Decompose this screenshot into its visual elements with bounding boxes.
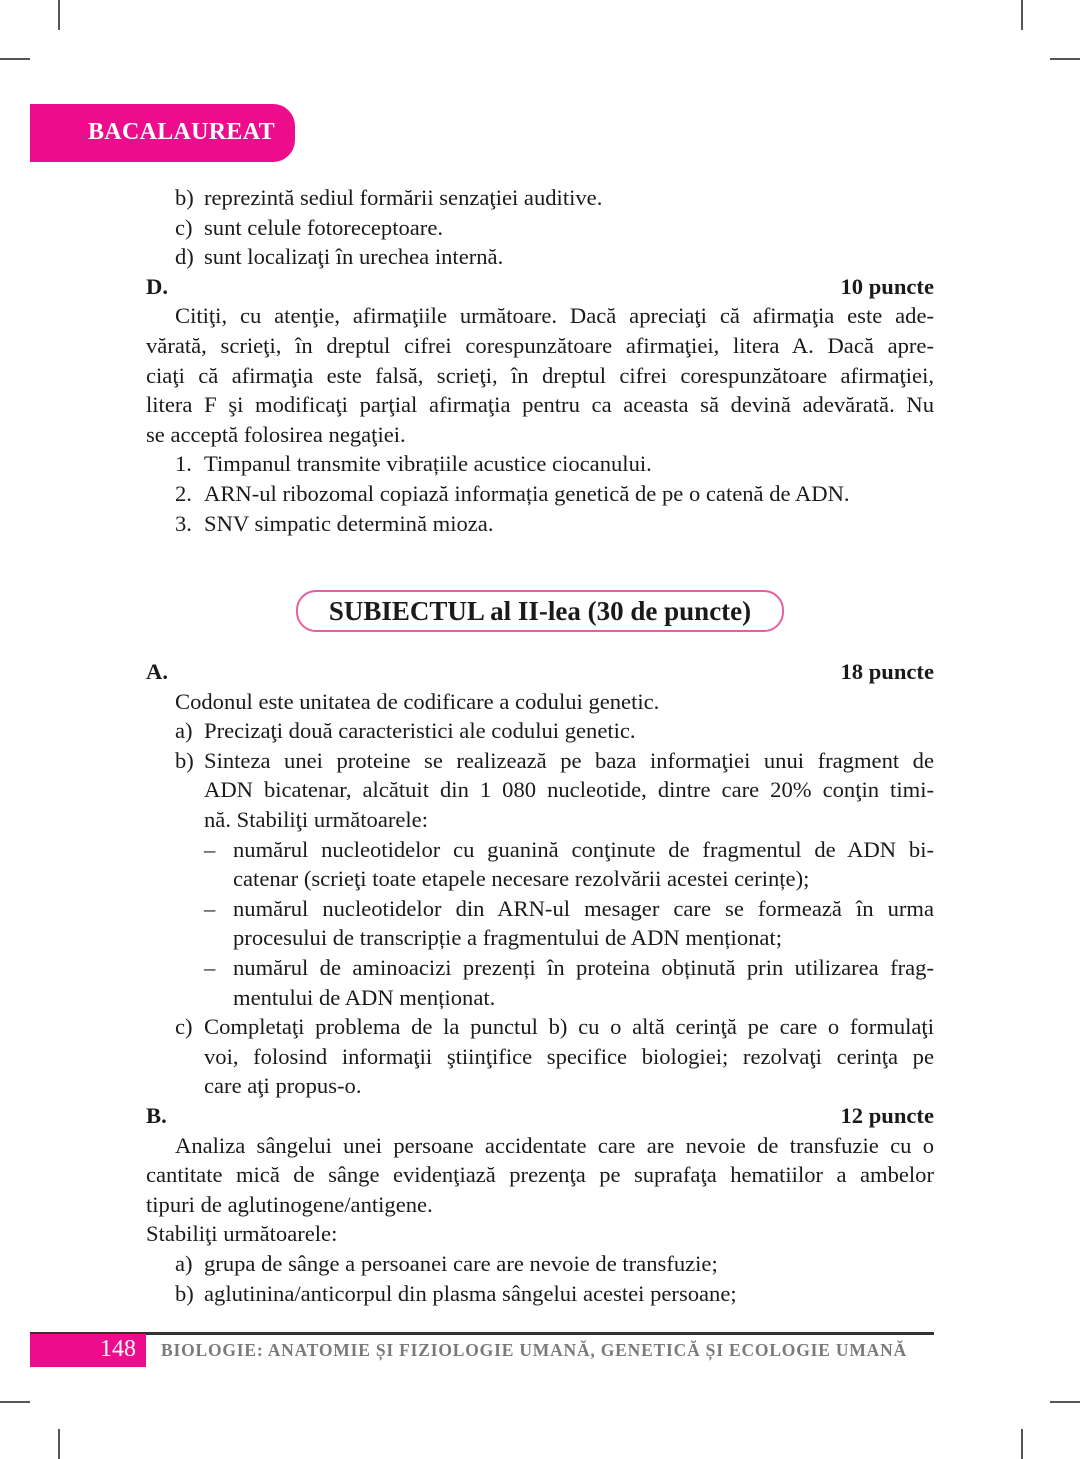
- item-text: aglutinina/anticorpul din plasma sângelui acestei persoane;: [204, 1280, 737, 1306]
- list-item: [146, 1249, 963, 1279]
- subitem: [204, 953, 934, 983]
- section-title-box: [296, 590, 784, 632]
- item-label: c): [175, 214, 193, 240]
- crop-mark: [0, 58, 30, 60]
- dash-bullet: –: [204, 955, 216, 980]
- part-points: 12 puncte: [840, 1103, 934, 1128]
- dash-bullet: –: [204, 895, 216, 921]
- statement-text: Timpanul transmite vibrațiile acustice ciocanului.: [204, 451, 652, 477]
- item-text: reprezintă sediul formării senzaţiei auditive.: [204, 185, 603, 210]
- list-item: [175, 746, 934, 776]
- subitem-text-line: catenar (scrieţi toate etapele necesare rezolvării acestei cerințe);: [233, 866, 810, 892]
- list-item: [146, 1279, 963, 1309]
- section-title: SUBIECTUL al II-lea (30 de puncte): [328, 596, 752, 626]
- list-item: [146, 213, 963, 243]
- part-d-heading: [146, 272, 934, 302]
- crop-mark: [1050, 58, 1080, 60]
- part-a-intro: Codonul este unitatea de codificare a codului genetic.: [175, 688, 660, 714]
- item-label: b): [175, 747, 194, 773]
- page-number: 148: [100, 1336, 136, 1362]
- statement-number: 1.: [175, 451, 192, 477]
- item-text-line: care aţi propus-o.: [204, 1073, 362, 1099]
- statement-number: 3.: [175, 510, 192, 536]
- crop-mark: [1021, 0, 1023, 30]
- item-label: b): [175, 1280, 194, 1306]
- subitem-text: numărul nucleotidelor din ARN-ul mesager care se formează în urma: [233, 895, 934, 921]
- paragraph-line: Analiza sângelui unei persoane accidentate care are nevoie de transfuzie cu o: [175, 1132, 934, 1158]
- item-label: c): [175, 1014, 193, 1040]
- item-text-line: nă. Stabiliţi următoarele:: [204, 807, 428, 832]
- dash-bullet: –: [204, 836, 216, 862]
- list-item: [175, 1012, 934, 1042]
- statement-number: 2.: [175, 481, 192, 506]
- subitem-text-line: procesului de transcripție a fragmentului de ADN menționat;: [233, 925, 782, 951]
- item-text: Sinteza unei proteine se realizează pe baza informaţiei unui fragment de: [204, 747, 934, 773]
- item-text-line: voi, folosind informaţii ştiinţifice specifice biologiei; rezolvaţi cerinţa pe: [204, 1043, 934, 1069]
- statement-text: SNV simpatic determină mioza.: [204, 510, 494, 536]
- subitem-text: numărul nucleotidelor cu guanină conţinute de fragmentul de ADN bi-: [233, 836, 934, 862]
- crop-mark: [1050, 1401, 1080, 1403]
- book-title: BIOLOGIE: ANATOMIE ȘI FIZIOLOGIE UMANĂ, GENETICĂ ȘI ECOLOGIE UMANĂ: [161, 1340, 907, 1360]
- item-text: Precizaţi două caracteristici ale codului genetic.: [204, 718, 636, 744]
- list-item: [146, 716, 963, 746]
- item-text: sunt celule fotoreceptoare.: [204, 214, 443, 240]
- item-label: d): [175, 244, 194, 270]
- list-item: [146, 183, 963, 213]
- item-text: Completaţi problema de la punctul b) cu o altă cerinţă pe care o formulaţi: [204, 1014, 934, 1040]
- subitem: [204, 835, 934, 865]
- statement-item: [146, 449, 963, 479]
- statement-item: [146, 509, 963, 539]
- crop-mark: [58, 0, 60, 30]
- statement-text: ARN-ul ribozomal copiază informația genetică de pe o catenă de ADN.: [204, 481, 850, 506]
- item-text-line: ADN bicatenar, alcătuit din 1 080 nucleotide, dintre care 20% conţin timi-: [204, 777, 934, 803]
- part-points: 10 puncte: [840, 273, 934, 299]
- part-b-heading: [146, 1101, 934, 1131]
- subitem-text-line: mentului de ADN menționat.: [233, 984, 496, 1010]
- subitem-text: numărul de aminoacizi prezenți în proteina obținută prin utilizarea frag-: [233, 955, 934, 980]
- part-letter: B.: [146, 1103, 167, 1128]
- item-label: a): [175, 1251, 193, 1276]
- item-label: a): [175, 718, 193, 744]
- lead-text: Stabiliţi următoarele:: [146, 1221, 338, 1247]
- instruction-line: vărată, scrieţi, în dreptul cifrei corespunzătoare afirmaţiei, litera A. Dacă apre-: [146, 333, 934, 358]
- part-a-heading: [146, 657, 934, 687]
- header-label: BACALAUREAT: [88, 119, 275, 145]
- instruction-line: se acceptă folosirea negaţiei.: [146, 421, 406, 447]
- crop-mark: [1021, 1429, 1023, 1459]
- part-letter: D.: [146, 273, 168, 299]
- part-letter: A.: [146, 659, 168, 684]
- instruction-line: Citiţi, cu atenţie, afirmaţiile următoare. Dacă apreciaţi că afirmaţia este ade-: [175, 303, 934, 329]
- page-number-box: [30, 1334, 146, 1367]
- item-label: b): [175, 185, 194, 210]
- paragraph-line: cantitate mică de sânge evidenţiază prezenţa pe suprafaţa hematiilor a ambelor: [146, 1162, 934, 1188]
- crop-mark: [58, 1429, 60, 1459]
- crop-mark: [0, 1401, 30, 1403]
- item-text: grupa de sânge a persoanei care are nevoie de transfuzie;: [204, 1251, 718, 1276]
- paragraph-line: tipuri de aglutinogene/antigene.: [146, 1191, 433, 1217]
- item-text: sunt localizaţi în urechea internă.: [204, 244, 504, 270]
- statement-item: [146, 479, 963, 509]
- instruction-line: litera F şi modificaţi parţial afirmaţia pentru ca aceasta să devină adevărată. Nu: [146, 392, 934, 418]
- subitem: [204, 894, 934, 924]
- instruction-line: ciaţi că afirmaţia este falsă, scrieţi, în dreptul cifrei corespunzătoare afirmaţiei,: [146, 362, 934, 388]
- part-points: 18 puncte: [840, 659, 934, 684]
- header-tab: [30, 104, 295, 162]
- footer-rule: [30, 1332, 934, 1335]
- list-item: [146, 242, 963, 272]
